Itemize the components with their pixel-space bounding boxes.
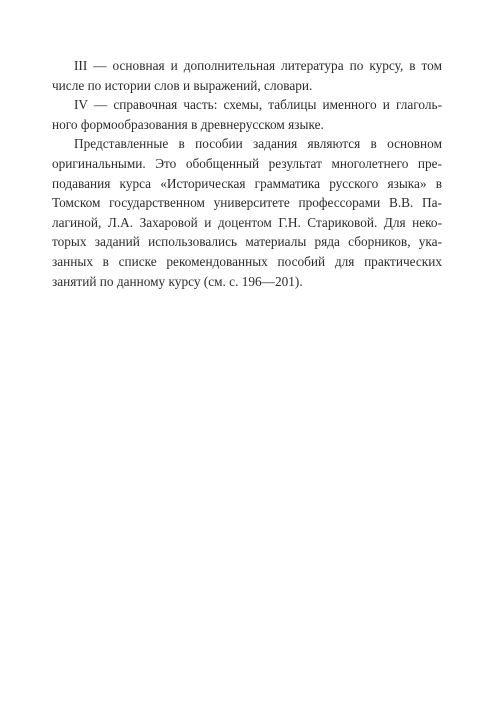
text-line: лагиной, Л.А. Захаровой и доцентом Г.Н. Стариковой. Для неко- (52, 214, 442, 230)
text-line: числе по истории слов и выражений, словари. (52, 77, 313, 93)
text-line: III — основная и дополнительная литература по курсу, в том (74, 58, 442, 73)
text-line: занных в списке рекомендованных пособий для практических (52, 253, 442, 269)
text-line: ного формообразования в древнерусском языке. (52, 116, 324, 132)
text-line: подавания курса «Историческая грамматика русского языка» в (52, 175, 442, 191)
text-line: оригинальными. Это обобщенный результат многолетнего пре- (52, 155, 442, 171)
text-line: Представленные в пособии задания являются в основном (74, 136, 442, 152)
paragraph-tasks-origin (52, 134, 442, 291)
text-line: занятий по данному курсу (см. с. 196—201). (52, 273, 303, 289)
paragraph-section-iii (52, 56, 442, 95)
text-line: Томском государственном университете профессорами В.В. Па- (52, 195, 442, 211)
paragraph-section-iv (52, 95, 442, 134)
text-line: торых заданий использовались материалы ряда сборников, ука- (52, 234, 442, 250)
text-line: IV — справочная часть: схемы, таблицы именного и глаголь- (74, 97, 442, 113)
body-text (52, 56, 442, 291)
